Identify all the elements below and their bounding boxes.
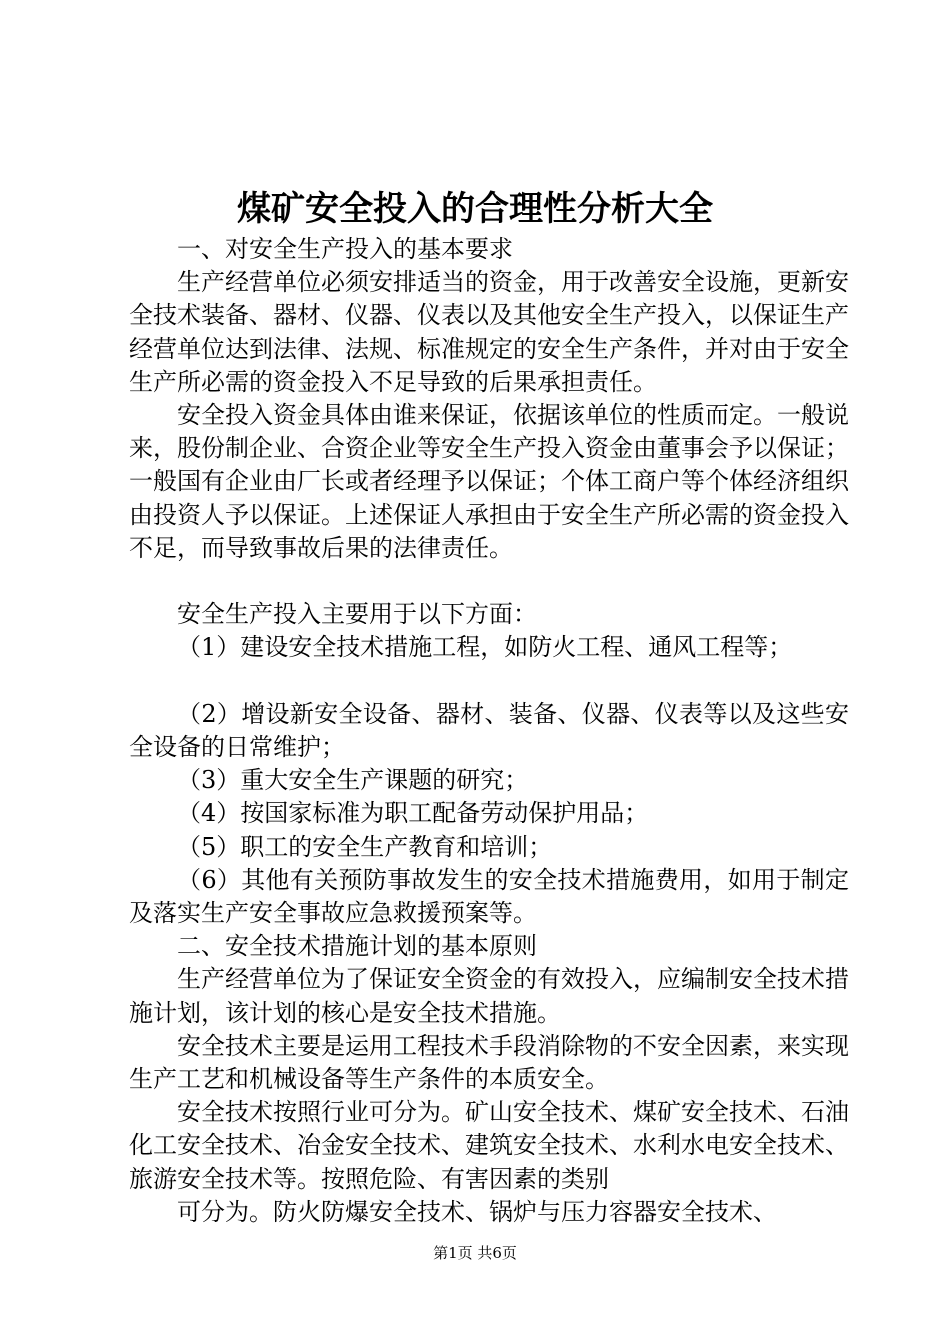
page-footer: 第1页 共6页: [433, 1244, 517, 1262]
paragraph: 安全生产投入主要用于以下方面：: [177, 600, 537, 629]
list-item: （1）建设安全技术措施工程，如防火工程、通风工程等；: [177, 633, 793, 662]
list-item: （3）重大安全生产课题的研究；: [177, 766, 529, 795]
document-title: 煤矿安全投入的合理性分析大全: [237, 189, 713, 229]
paragraph: 安全投入资金具体由谁来保证，依据该单位的性质而定。一般说来，股份制企业、合资企业等安全生产投入资金由董事会予以保证；一般国有企业由厂长或者经理予以保证；个体工商户等个体经济组织由投资人予以保证。上述保证人承担由于安全生产所必需的资金投入不足，而导致事故后果的法律责任。: [129, 401, 849, 562]
list-item: （5）职工的安全生产教育和培训；: [177, 832, 553, 861]
document-body: [129, 233, 849, 1229]
list-item: （6）其他有关预防事故发生的安全技术措施费用，如用于制定及落实生产安全事故应急救援预案等。: [129, 865, 849, 928]
list-item: （4）按国家标准为职工配备劳动保护用品；: [177, 799, 649, 828]
paragraph: 安全技术按照行业可分为。矿山安全技术、煤矿安全技术、石油化工安全技术、冶金安全技术、建筑安全技术、水利水电安全技术、旅游安全技术等。按照危险、有害因素的类别: [129, 1098, 849, 1193]
paragraph: 安全技术主要是运用工程技术手段消除物的不安全因素，来实现生产工艺和机械设备等生产条件的本质安全。: [129, 1031, 849, 1094]
paragraph: 生产经营单位为了保证安全资金的有效投入，应编制安全技术措施计划，该计划的核心是安全技术措施。: [129, 965, 849, 1027]
paragraph: 生产经营单位必须安排适当的资金，用于改善安全设施，更新安全技术装备、器材、仪器、仪表以及其他安全生产投入，以保证生产经营单位达到法律、法规、标准规定的安全生产条件，并对由于安全生产所必需的资金投入不足导致的后果承担责任。: [129, 268, 849, 396]
paragraph: 可分为。防火防爆安全技术、锅炉与压力容器安全技术、: [177, 1197, 777, 1226]
blank-line: [129, 665, 849, 698]
blank-line: [129, 565, 849, 598]
section-heading: 二、安全技术措施计划的基本原则: [177, 932, 537, 961]
list-item: （2）增设新安全设备、器材、装备、仪器、仪表等以及这些安全设备的日常维护；: [129, 699, 849, 762]
section-heading: 一、对安全生产投入的基本要求: [177, 235, 513, 263]
